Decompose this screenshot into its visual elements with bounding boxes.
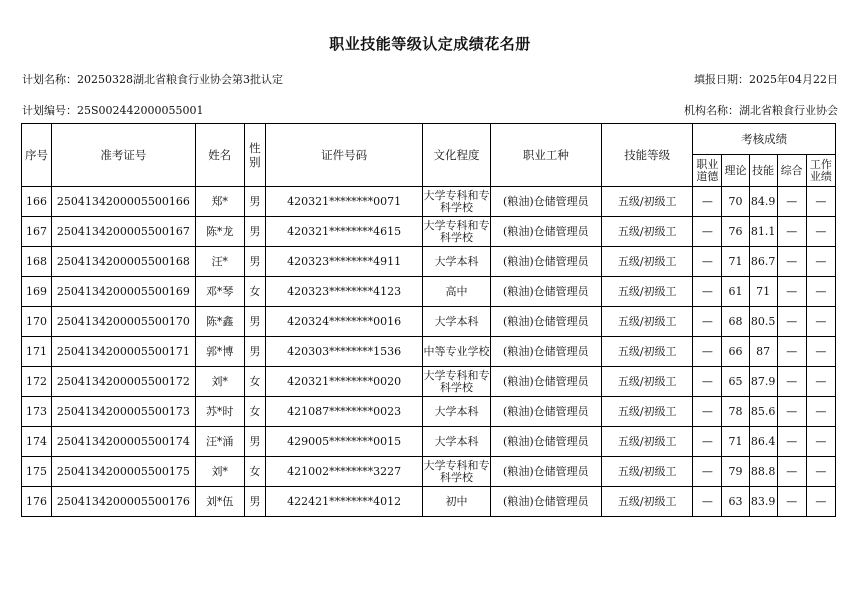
cell-ticket: 2504134200005500170 (52, 307, 196, 337)
cell-skill-level: 五级/初级工 (602, 337, 693, 367)
cell-seq: 175 (22, 457, 52, 487)
cell-name: 刘*伍 (195, 487, 244, 517)
cell-seq: 176 (22, 487, 52, 517)
col-header-ethics-line2: 道德 (696, 169, 719, 183)
cell-seq: 172 (22, 367, 52, 397)
cell-occupation: (粮油)仓储管理员 (490, 367, 601, 397)
cell-occupation: (粮油)仓储管理员 (490, 427, 601, 457)
cell-theory: 76 (722, 217, 749, 247)
cell-theory: 66 (722, 337, 749, 367)
cell-ethics: — (693, 367, 722, 397)
cell-seq: 173 (22, 397, 52, 427)
cell-name: 汪*涌 (195, 427, 244, 457)
cell-skill: 81.1 (749, 217, 777, 247)
cell-name: 刘* (195, 367, 244, 397)
cell-work: — (806, 337, 835, 367)
organization (684, 102, 838, 118)
col-header-skill: 技能 (749, 155, 777, 187)
cell-overall: — (777, 247, 806, 277)
table-row (22, 187, 836, 217)
cell-overall: — (777, 367, 806, 397)
organization-label: 机构名称： (684, 104, 739, 117)
cell-gender: 女 (244, 457, 265, 487)
col-header-gender (244, 124, 265, 187)
cell-ethics: — (693, 277, 722, 307)
cell-id-number: 420323********4123 (265, 277, 423, 307)
cell-name: 汪* (195, 247, 244, 277)
col-header-scores-group: 考核成绩 (693, 124, 836, 155)
page-title: 职业技能等级认定成绩花名册 (329, 35, 531, 53)
cell-skill: 86.4 (749, 427, 777, 457)
cell-seq: 170 (22, 307, 52, 337)
fill-date-label: 填报日期： (694, 73, 749, 86)
cell-name: 刘* (195, 457, 244, 487)
cell-skill-level: 五级/初级工 (602, 487, 693, 517)
cell-skill-level: 五级/初级工 (602, 427, 693, 457)
cell-id-number: 421002********3227 (265, 457, 423, 487)
col-header-occupation: 职业工种 (490, 124, 601, 187)
cell-overall: — (777, 487, 806, 517)
cell-work: — (806, 397, 835, 427)
cell-skill: 88.8 (749, 457, 777, 487)
cell-gender: 男 (244, 337, 265, 367)
cell-skill-level: 五级/初级工 (602, 187, 693, 217)
cell-gender: 女 (244, 277, 265, 307)
plan-name-label: 计划名称： (22, 73, 77, 86)
fill-date (694, 71, 838, 87)
cell-occupation: (粮油)仓储管理员 (490, 307, 601, 337)
cell-skill: 83.9 (749, 487, 777, 517)
cell-seq: 168 (22, 247, 52, 277)
cell-id-number: 420321********4615 (265, 217, 423, 247)
cell-work: — (806, 277, 835, 307)
cell-theory: 68 (722, 307, 749, 337)
table-row (22, 457, 836, 487)
col-header-theory: 理论 (722, 155, 749, 187)
col-header-name: 姓名 (195, 124, 244, 187)
table-row (22, 337, 836, 367)
cell-gender: 男 (244, 247, 265, 277)
cell-skill-level: 五级/初级工 (602, 247, 693, 277)
cell-skill: 87 (749, 337, 777, 367)
cell-education: 中等专业学校 (423, 337, 490, 367)
cell-name: 郭*博 (195, 337, 244, 367)
table-row (22, 277, 836, 307)
cell-gender: 男 (244, 187, 265, 217)
cell-skill: 84.9 (749, 187, 777, 217)
cell-ethics: — (693, 247, 722, 277)
cell-work: — (806, 307, 835, 337)
col-header-ticket: 准考证号 (52, 124, 196, 187)
cell-occupation: (粮油)仓储管理员 (490, 217, 601, 247)
table-row (22, 367, 836, 397)
col-header-education: 文化程度 (423, 124, 490, 187)
cell-theory: 78 (722, 397, 749, 427)
table-row (22, 247, 836, 277)
plan-number-value: 25S002442000055001 (77, 104, 204, 117)
cell-name: 陈*龙 (195, 217, 244, 247)
cell-theory: 65 (722, 367, 749, 397)
cell-work: — (806, 367, 835, 397)
cell-overall: — (777, 277, 806, 307)
cell-id-number: 421087********0023 (265, 397, 423, 427)
cell-education: 大学本科 (423, 427, 490, 457)
col-header-gender-line2: 别 (249, 155, 261, 169)
cell-occupation: (粮油)仓储管理员 (490, 487, 601, 517)
cell-skill: 85.6 (749, 397, 777, 427)
cell-theory: 71 (722, 427, 749, 457)
cell-overall: — (777, 397, 806, 427)
cell-name: 苏*时 (195, 397, 244, 427)
cell-id-number: 420321********0020 (265, 367, 423, 397)
cell-work: — (806, 217, 835, 247)
col-header-seq: 序号 (22, 124, 52, 187)
cell-occupation: (粮油)仓储管理员 (490, 277, 601, 307)
cell-ethics: — (693, 427, 722, 457)
cell-gender: 男 (244, 307, 265, 337)
cell-ticket: 2504134200005500166 (52, 187, 196, 217)
cell-ethics: — (693, 457, 722, 487)
cell-education: 大学本科 (423, 247, 490, 277)
col-header-skill-level: 技能等级 (602, 124, 693, 187)
col-header-ethics-line1: 职业 (696, 157, 719, 171)
score-roster-table (21, 123, 836, 517)
col-header-id-number: 证件号码 (265, 124, 423, 187)
cell-skill-level: 五级/初级工 (602, 217, 693, 247)
cell-education: 大学本科 (423, 397, 490, 427)
cell-id-number: 429005********0015 (265, 427, 423, 457)
cell-theory: 79 (722, 457, 749, 487)
table-row (22, 397, 836, 427)
cell-ethics: — (693, 217, 722, 247)
cell-work: — (806, 427, 835, 457)
cell-gender: 男 (244, 487, 265, 517)
cell-id-number: 420324********0016 (265, 307, 423, 337)
col-header-overall: 综合 (777, 155, 806, 187)
cell-id-number: 420321********0071 (265, 187, 423, 217)
cell-gender: 女 (244, 367, 265, 397)
table-row (22, 307, 836, 337)
cell-occupation: (粮油)仓储管理员 (490, 397, 601, 427)
cell-ticket: 2504134200005500174 (52, 427, 196, 457)
plan-number (22, 102, 204, 118)
cell-ticket: 2504134200005500169 (52, 277, 196, 307)
plan-name-value: 20250328湖北省粮食行业协会第3批认定 (77, 73, 283, 86)
col-header-work-line2: 业绩 (809, 169, 832, 183)
cell-education: 高中 (423, 277, 490, 307)
cell-overall: — (777, 457, 806, 487)
col-header-ethics (693, 155, 722, 187)
cell-theory: 71 (722, 247, 749, 277)
cell-occupation: (粮油)仓储管理员 (490, 187, 601, 217)
cell-education: 大学专科和专科学校 (423, 187, 490, 217)
cell-ethics: — (693, 397, 722, 427)
cell-theory: 70 (722, 187, 749, 217)
fill-date-value: 2025年04月22日 (749, 73, 838, 86)
cell-theory: 63 (722, 487, 749, 517)
cell-occupation: (粮油)仓储管理员 (490, 337, 601, 367)
cell-overall: — (777, 427, 806, 457)
cell-name: 邓*琴 (195, 277, 244, 307)
cell-education: 大学本科 (423, 307, 490, 337)
cell-ticket: 2504134200005500172 (52, 367, 196, 397)
cell-gender: 男 (244, 217, 265, 247)
cell-ticket: 2504134200005500171 (52, 337, 196, 367)
cell-ethics: — (693, 337, 722, 367)
cell-work: — (806, 457, 835, 487)
cell-ticket: 2504134200005500168 (52, 247, 196, 277)
cell-education: 初中 (423, 487, 490, 517)
cell-seq: 169 (22, 277, 52, 307)
cell-seq: 166 (22, 187, 52, 217)
cell-skill-level: 五级/初级工 (602, 457, 693, 487)
cell-overall: — (777, 217, 806, 247)
cell-overall: — (777, 307, 806, 337)
cell-skill: 87.9 (749, 367, 777, 397)
cell-gender: 女 (244, 397, 265, 427)
cell-overall: — (777, 337, 806, 367)
cell-overall: — (777, 187, 806, 217)
cell-ethics: — (693, 487, 722, 517)
col-header-gender-line1: 性 (249, 141, 261, 155)
cell-education: 大学专科和专科学校 (423, 457, 490, 487)
cell-ethics: — (693, 187, 722, 217)
cell-occupation: (粮油)仓储管理员 (490, 457, 601, 487)
cell-skill-level: 五级/初级工 (602, 277, 693, 307)
cell-id-number: 420303********1536 (265, 337, 423, 367)
cell-name: 陈*鑫 (195, 307, 244, 337)
organization-value: 湖北省粮食行业协会 (739, 104, 838, 117)
cell-seq: 167 (22, 217, 52, 247)
cell-work: — (806, 487, 835, 517)
cell-ticket: 2504134200005500167 (52, 217, 196, 247)
cell-education: 大学专科和专科学校 (423, 217, 490, 247)
cell-ticket: 2504134200005500176 (52, 487, 196, 517)
cell-education: 大学专科和专科学校 (423, 367, 490, 397)
col-header-work-line1: 工作 (809, 157, 832, 171)
cell-theory: 61 (722, 277, 749, 307)
cell-work: — (806, 247, 835, 277)
plan-number-label: 计划编号： (22, 104, 77, 117)
cell-skill-level: 五级/初级工 (602, 307, 693, 337)
cell-skill: 71 (749, 277, 777, 307)
table-row (22, 217, 836, 247)
cell-work: — (806, 187, 835, 217)
cell-seq: 174 (22, 427, 52, 457)
cell-ethics: — (693, 307, 722, 337)
table-row (22, 487, 836, 517)
cell-skill-level: 五级/初级工 (602, 367, 693, 397)
cell-id-number: 420323********4911 (265, 247, 423, 277)
cell-skill: 80.5 (749, 307, 777, 337)
plan-name (22, 71, 283, 87)
cell-name: 郑* (195, 187, 244, 217)
cell-seq: 171 (22, 337, 52, 367)
cell-skill: 86.7 (749, 247, 777, 277)
cell-gender: 男 (244, 427, 265, 457)
cell-ticket: 2504134200005500173 (52, 397, 196, 427)
col-header-work (806, 155, 835, 187)
table-row (22, 427, 836, 457)
cell-skill-level: 五级/初级工 (602, 397, 693, 427)
cell-ticket: 2504134200005500175 (52, 457, 196, 487)
cell-occupation: (粮油)仓储管理员 (490, 247, 601, 277)
roster-body (22, 187, 836, 517)
cell-id-number: 422421********4012 (265, 487, 423, 517)
